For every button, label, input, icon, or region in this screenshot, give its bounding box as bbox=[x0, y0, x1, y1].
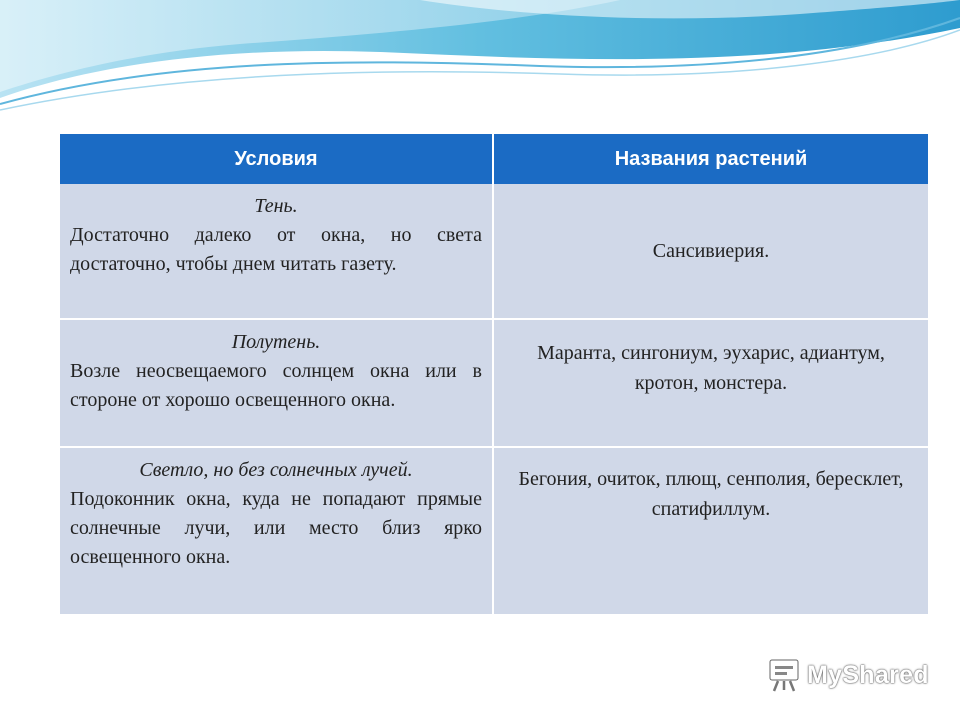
condition-cell bbox=[60, 447, 493, 615]
condition-title: Тень. bbox=[254, 195, 298, 217]
plant-names: Бегония, очиток, плющ, сенполия, бересклет, спатифиллум. bbox=[518, 468, 904, 520]
plant-names: Сансивиерия. bbox=[652, 240, 770, 262]
condition-title: Полутень. bbox=[231, 331, 321, 353]
plant-names: Маранта, сингониум, эухарис, адиантум, кротон, монстера. bbox=[537, 342, 885, 394]
plants-cell bbox=[493, 184, 928, 319]
table-row bbox=[60, 184, 928, 319]
table-row bbox=[60, 319, 928, 447]
plant-conditions-table bbox=[60, 134, 928, 616]
watermark-text: MyShared bbox=[807, 660, 929, 689]
condition-description: Подоконник окна, куда не попадают прямые солнечные лучи, или место близ ярко освещенного окна. bbox=[70, 488, 482, 568]
header-row bbox=[60, 134, 928, 184]
plants-cell bbox=[493, 447, 928, 615]
condition-cell bbox=[60, 319, 493, 447]
decorative-wave-banner bbox=[0, 0, 960, 120]
header-plant-names: Названия растений bbox=[493, 134, 928, 184]
condition-cell bbox=[60, 184, 493, 319]
header-conditions: Условия bbox=[60, 134, 493, 184]
myshared-watermark bbox=[767, 655, 929, 695]
plants-cell bbox=[493, 319, 928, 447]
condition-title: Светло, но без солнечных лучей. bbox=[139, 459, 413, 481]
table-row bbox=[60, 447, 928, 615]
presentation-board-icon bbox=[767, 657, 801, 693]
condition-description: Возле неосвещаемого солнцем окна или в стороне от хорошо освещенного окна. bbox=[70, 360, 482, 411]
condition-description: Достаточно далеко от окна, но света достаточно, чтобы днем читать газету. bbox=[70, 224, 482, 275]
